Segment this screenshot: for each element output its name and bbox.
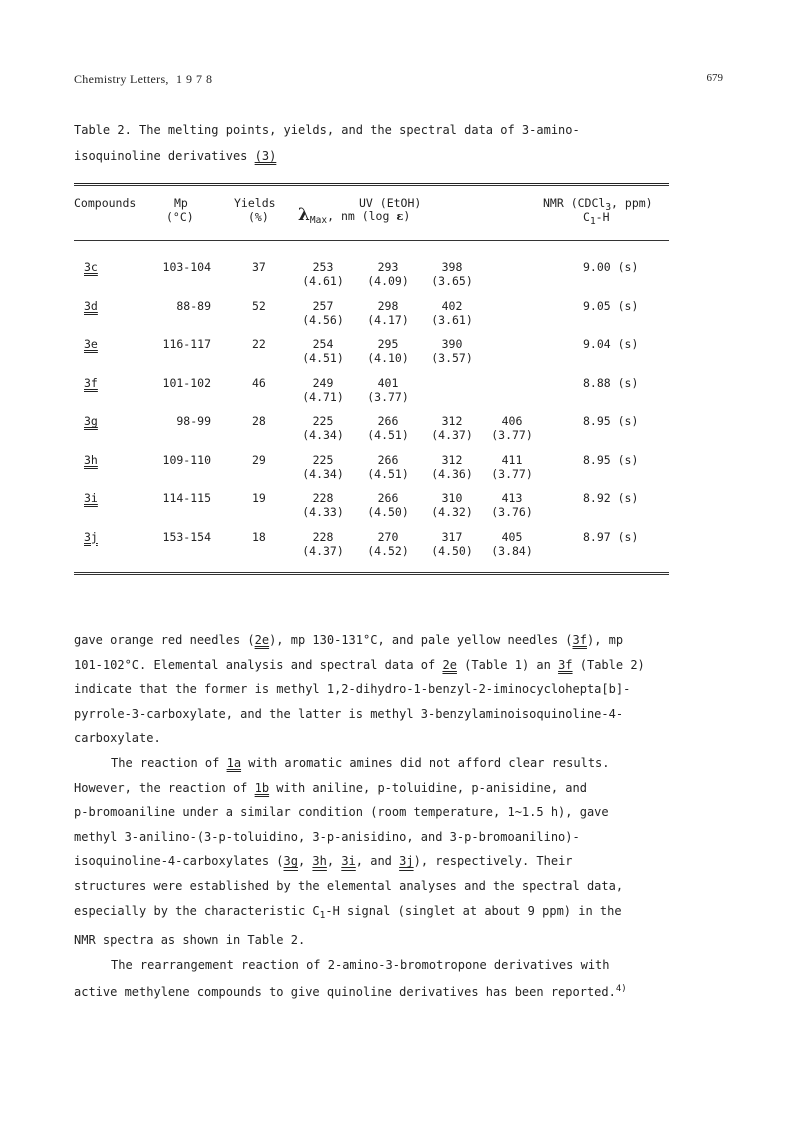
text-run: with aniline, p-toluidine, p-anisidine, and [269,780,587,795]
c1h-h: -H [595,210,610,224]
uv-log-epsilon: (4.32) [431,505,473,519]
table-header-rule [74,240,669,241]
uv-close: ) [403,209,411,223]
nmr-text: NMR (CDCl [543,196,606,210]
yield-value: 18 [252,529,266,544]
uv-log-epsilon: (4.50) [431,543,473,558]
text-run: (Table 1) an [456,657,559,672]
compound-label: 3h [84,452,98,467]
compound-label: 3d [84,298,98,313]
header-mp: Mp [174,196,188,210]
header-uv-units [298,205,410,226]
lambda-max-sub: Max [309,215,328,226]
uv-lambda-value: 402 [441,298,463,313]
text-run: NMR spectra as shown in Table 2. [74,933,306,948]
header-uv: UV (EtOH) [359,196,422,210]
uv-lambda-value: 411 [501,452,523,467]
header-mp-unit: (°C) [166,210,194,224]
paragraph-1 [74,628,674,751]
text-run: The rearrangement reaction of 2-amino-3-bromotropone derivatives with [111,957,610,972]
text-run: carboxylate. [74,731,161,746]
text-run: gave orange red needles ( [74,633,255,647]
yield-value: 28 [252,414,266,428]
melting-point: 103-104 [162,260,211,274]
compound-label: 3c [84,260,98,274]
uv-log-epsilon: (4.10) [367,351,409,365]
uv-lambda-value: 225 [312,452,334,467]
text-run: 101-102°C. Elemental analysis and spectral data of [74,657,443,672]
uv-log-epsilon: (4.71) [302,389,344,404]
text-run: with aromatic amines did not afford clear results. [241,755,610,770]
compound-ref: 1b [254,780,270,795]
uv-lambda-value: 406 [501,414,523,428]
uv-log-epsilon: (3.84) [491,543,533,558]
table-top-rule [74,183,669,184]
text-run: -H signal (singlet at about 9 ppm) in the [325,903,622,918]
uv-lambda-value: 295 [377,337,399,351]
paragraph-2 [74,751,674,953]
uv-lambda-value: 249 [312,375,334,390]
uv-lambda-value: 270 [377,529,399,544]
yield-value: 52 [252,298,266,313]
uv-lambda-value: 398 [441,260,463,274]
nmr-shift: 9.00 (s) [583,260,639,274]
uv-log-epsilon: (4.09) [367,274,409,288]
text-run: , [326,854,342,869]
uv-log-epsilon: (4.50) [367,505,409,519]
text-run: indicate that the former is methyl 1,2-dihydro-1-benzyl-2-iminocyclohepta[b]- [74,682,631,697]
text-run: methyl 3-anilino-(3-p-toluidino, 3-p-anisidino, and 3-p-bromoanilino)- [74,829,580,844]
subscript: 1 [319,909,326,921]
header-compounds: Compounds [74,196,137,210]
journal-year: 1978 [176,72,217,86]
uv-lambda-value: 228 [312,491,334,505]
yield-value: 46 [252,375,266,390]
compound-ref: 3f [572,633,587,647]
nmr-close: , ppm) [611,196,653,210]
compound-label: 3j [84,529,98,544]
yield-value: 19 [252,491,266,505]
compound-label: 3e [84,337,98,351]
uv-log-epsilon: (4.61) [302,274,344,288]
text-run: especially by the characteristic C [74,903,320,918]
c1h-c: C [583,210,590,224]
caption-line-1: Table 2. The melting points, yields, and the spectral data of 3-amino- [74,123,580,137]
compound-ref: 3g [283,854,298,869]
uv-lambda-value: 266 [377,414,399,428]
yield-value: 29 [252,452,266,467]
melting-point: 98-99 [176,414,211,428]
uv-log-epsilon: (4.37) [302,543,344,558]
lambda-symbol: λ [298,205,310,225]
melting-point: 153-154 [162,529,211,544]
uv-log-epsilon: (3.57) [431,351,473,365]
uv-log-epsilon: (4.34) [302,428,344,442]
running-header-journal [74,72,216,87]
text-run: The reaction of [111,755,227,770]
paragraph-3 [74,953,674,1005]
uv-log-epsilon: (3.65) [431,274,473,288]
header-yields-unit: (%) [248,210,269,224]
text-run: ), mp [586,633,624,647]
uv-lambda-value: 310 [441,491,463,505]
text-run: p-bromoaniline under a similar condition (room temperature, 1~1.5 h), gave [74,805,609,820]
compound-ref: 2e [442,657,457,672]
uv-lambda-value: 390 [441,337,463,351]
uv-lambda-value: 253 [312,260,334,274]
uv-log-epsilon: (4.34) [302,466,344,481]
uv-log-epsilon: (4.37) [431,428,473,442]
table-bottom-rule-2 [74,574,669,575]
uv-lambda-value: 401 [377,375,399,390]
uv-lambda-value: 413 [501,491,523,505]
table-bottom-rule [74,572,669,573]
uv-log-epsilon: (4.51) [367,428,409,442]
compound-label: 3i [84,491,98,505]
compound-ref: 2e [254,633,270,647]
compound-label: 3f [84,375,98,390]
uv-log-epsilon: (4.33) [302,505,344,519]
uv-lambda-value: 317 [441,529,463,544]
header-yields: Yields [234,196,276,210]
uv-log-epsilon: (3.77) [491,428,533,442]
uv-lambda-value: 298 [377,298,399,313]
caption-line-2 [74,143,714,169]
text-run: isoquinoline-4-carboxylates ( [74,854,284,869]
nmr-shift: 8.95 (s) [583,452,639,467]
compound-ref: 3i [341,854,356,869]
uv-log-epsilon: (3.77) [367,389,409,404]
compound-label: 3g [84,414,98,428]
uv-log-epsilon: (4.17) [367,312,409,327]
melting-point: 114-115 [162,491,211,505]
nmr-shift: 8.97 (s) [583,529,639,544]
nmr-shift: 8.88 (s) [583,375,639,390]
c1h-sub: 1 [589,216,596,227]
nmr-sub: 3 [605,202,612,213]
uv-lambda-value: 312 [441,452,463,467]
uv-lambda-value: 266 [377,452,399,467]
yield-value: 37 [252,260,266,274]
yield-value: 22 [252,337,266,351]
nmr-shift: 8.92 (s) [583,491,639,505]
compound-ref: 3h [312,854,327,869]
text-run: structures were established by the elemental analyses and the spectral data, [74,878,624,893]
body-text [74,628,674,1005]
text-run: active methylene compounds to give quinoline derivatives has been reported. [74,985,616,1000]
uv-lambda-value: 312 [441,414,463,428]
compound-ref: 3j [399,854,414,869]
uv-lambda-value: 266 [377,491,399,505]
text-run: , [297,854,313,869]
text-run: , and [355,854,400,869]
compound-ref: 3f [558,657,573,672]
epsilon-symbol: ε [396,209,404,223]
header-nmr-c1h [583,210,610,227]
uv-lambda-value: 254 [312,337,334,351]
uv-log-epsilon: (3.76) [491,505,533,519]
nmr-shift: 9.05 (s) [583,298,639,313]
table-caption [74,117,714,169]
uv-log-epsilon: (3.77) [491,466,533,481]
table-top-rule-2 [74,185,669,186]
text-run: ), respectively. Their [413,854,573,869]
text-run: pyrrole-3-carboxylate, and the latter is methyl 3-benzylaminoisoquinoline-4- [74,706,624,721]
journal-name: Chemistry Letters, [74,72,169,86]
melting-point: 116-117 [162,337,211,351]
text-run: ), mp 130-131°C, and pale yellow needles ( [269,633,573,647]
caption-ref: (3) [254,149,277,163]
uv-log-epsilon: (4.56) [302,312,344,327]
melting-point: 101-102 [162,375,211,390]
uv-log-epsilon: (4.52) [367,543,409,558]
caption-line-2-text: isoquinoline derivatives [74,149,248,163]
text-run: (Table 2) [572,657,645,672]
compound-ref: 1a [226,755,242,770]
nmr-shift: 9.04 (s) [583,337,639,351]
page-number: 679 [706,72,723,84]
uv-log-epsilon: (4.51) [367,466,409,481]
uv-log-epsilon: (3.61) [431,312,473,327]
uv-unit-text: , nm (log [327,209,397,223]
reference-superscript: 4) [615,984,627,995]
melting-point: 109-110 [162,452,211,467]
melting-point: 88-89 [176,298,211,313]
uv-lambda-value: 225 [312,414,334,428]
uv-log-epsilon: (4.36) [431,466,473,481]
nmr-shift: 8.95 (s) [583,414,639,428]
uv-lambda-value: 228 [312,529,334,544]
uv-lambda-value: 405 [501,529,523,544]
uv-lambda-value: 257 [312,298,334,313]
uv-lambda-value: 293 [377,260,399,274]
text-run: However, the reaction of [74,780,255,795]
uv-log-epsilon: (4.51) [302,351,344,365]
